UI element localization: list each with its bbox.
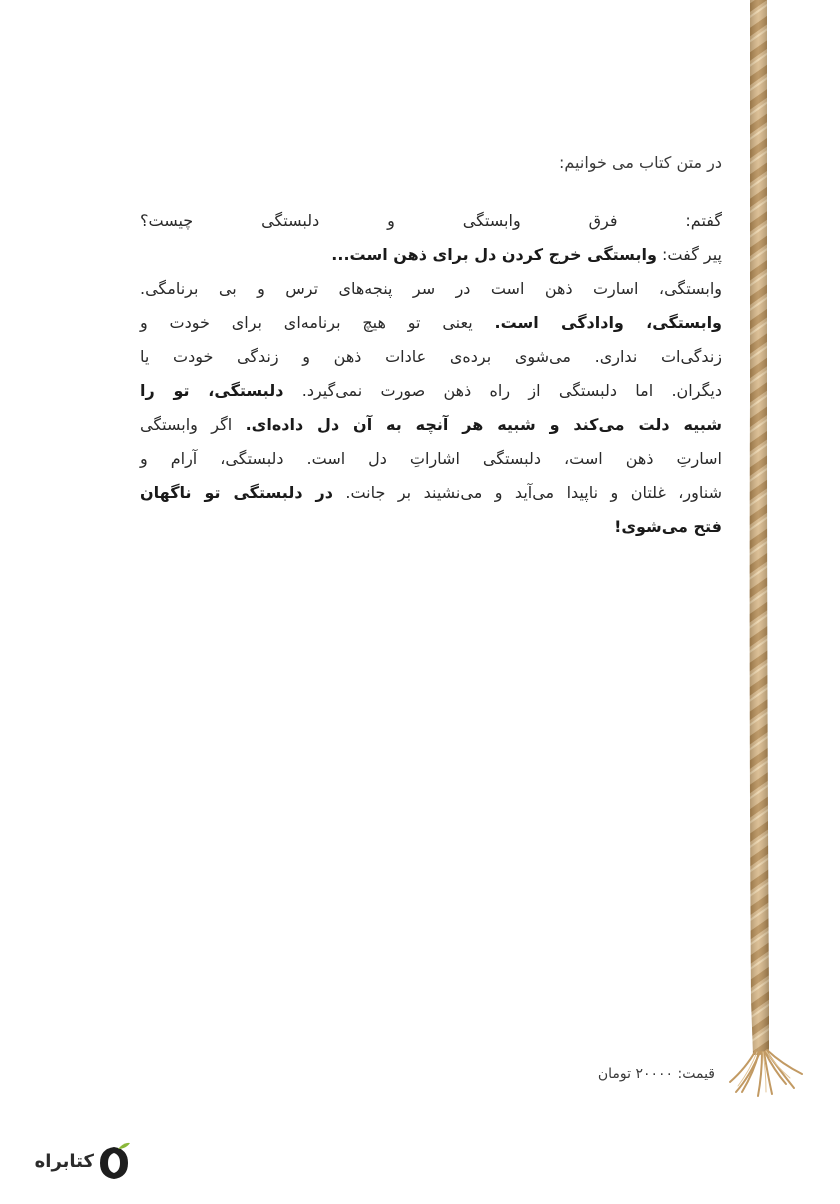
excerpt-body xyxy=(140,204,722,544)
line-6-bold: دلبستگی، تو را xyxy=(140,381,284,400)
answer-bold: وابستگی خرج کردن دل برای ذهن است... xyxy=(331,245,657,264)
line-9-bold: در دلبستگی تو ناگهان xyxy=(140,483,333,502)
excerpt-line-6 xyxy=(140,374,722,408)
leaf-logo-icon xyxy=(94,1141,132,1181)
line-7-text: اگر وابستگی xyxy=(140,415,246,434)
excerpt-line-8: اسارتِ ذهن است، دلبستگی اشاراتِ دل است. دلبستگی، آرام و xyxy=(140,449,722,468)
excerpt-question: گفتم: فرق وابستگی و دلبستگی چیست؟ xyxy=(140,211,722,230)
line-6-text: دیگران. اما دلبستگی از راه ذهن صورت نمی‌گیرد. xyxy=(283,381,722,400)
brand-name: کتابراه xyxy=(34,1150,94,1172)
line-4-text: یعنی تو هیچ برنامه‌ای برای خودت و xyxy=(140,313,495,332)
excerpt-intro: در متن کتاب می خوانیم: xyxy=(559,153,722,172)
excerpt-line-10 xyxy=(140,510,722,544)
excerpt-line-9 xyxy=(140,476,722,510)
rope-icon xyxy=(720,0,840,1200)
line-10-bold: فتح می‌شوی! xyxy=(614,517,722,536)
excerpt-line-4 xyxy=(140,306,722,340)
rope-illustration xyxy=(720,0,840,1200)
line-7-bold: شبیه دلت می‌کند و شبیه هر آنچه به آن دل داده‌ای. xyxy=(245,415,722,434)
excerpt-line-7 xyxy=(140,408,722,442)
line-9-text: شناور، غلتان و ناپیدا می‌آید و می‌نشیند بر جانت. xyxy=(332,483,722,502)
answer-prefix: پیر گفت: xyxy=(656,245,722,264)
line-4-bold: وابستگی، وادادگی است. xyxy=(494,313,723,332)
excerpt-line-3: وابستگی، اسارت ذهن است در سر پنجه‌های ترس و بی برنامگی. xyxy=(140,279,722,298)
book-excerpt xyxy=(140,150,722,544)
price-label: قیمت: ۲۰۰۰۰ تومان xyxy=(597,1066,715,1082)
kitabrah-logo xyxy=(22,1138,132,1184)
excerpt-line-5: زندگی‌ات نداری. می‌شوی برده‌ی عادات ذهن و زندگی خودت یا xyxy=(140,347,722,366)
excerpt-answer xyxy=(140,238,722,272)
